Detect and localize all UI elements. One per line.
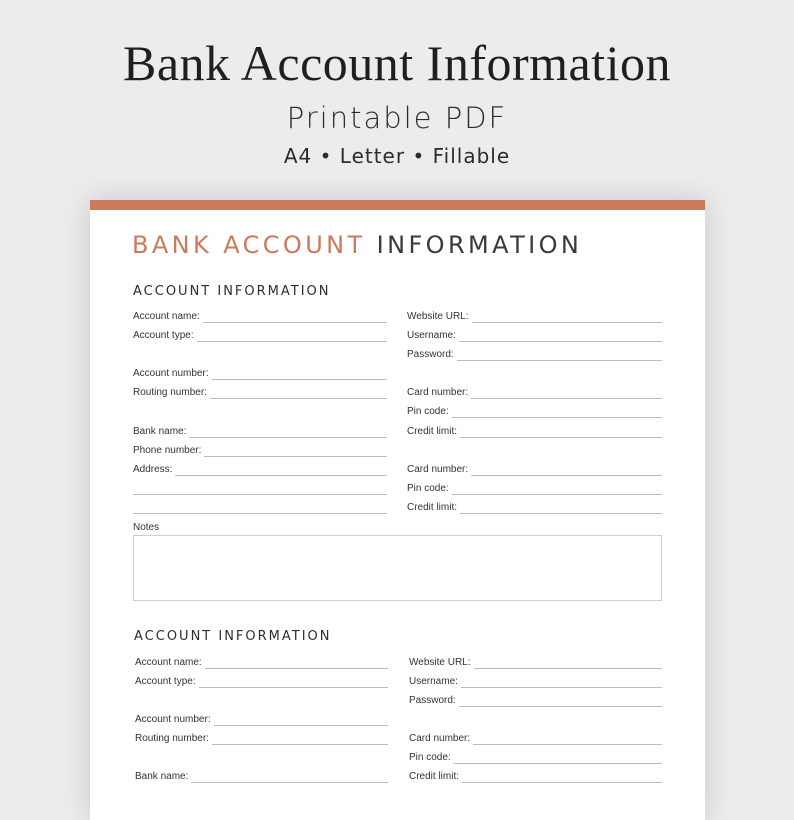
input-line[interactable]: [460, 425, 662, 438]
document-title-rest: INFORMATION: [376, 231, 583, 259]
credit-limit-field[interactable]: [409, 767, 662, 783]
field-label: Credit limit:: [409, 771, 460, 782]
main-title: Bank Account Information: [123, 35, 671, 91]
password-field[interactable]: [407, 345, 662, 361]
input-line[interactable]: [205, 656, 388, 669]
phone-number-field[interactable]: [133, 441, 387, 457]
field-label: Credit limit:: [407, 426, 458, 437]
field-label: Card number:: [407, 387, 469, 398]
input-line[interactable]: [210, 386, 387, 399]
field-label: Card number:: [409, 733, 471, 744]
username-field[interactable]: [407, 326, 662, 342]
account-type-field[interactable]: [135, 672, 388, 688]
pin-code-field-2[interactable]: [407, 479, 662, 495]
field-label: Phone number:: [133, 445, 202, 456]
formats-line: A4 • Letter • Fillable: [283, 144, 511, 168]
input-line[interactable]: [212, 367, 387, 380]
form-page: [90, 200, 705, 820]
account-number-field[interactable]: [133, 364, 387, 380]
input-line[interactable]: [212, 732, 388, 745]
website-url-field[interactable]: [407, 307, 662, 323]
notes-label: Notes: [133, 522, 160, 533]
field-label: Account number:: [135, 714, 211, 725]
card-number-field[interactable]: [409, 729, 662, 745]
input-line[interactable]: [189, 425, 387, 438]
field-label: Account number:: [133, 368, 209, 379]
input-line[interactable]: [457, 348, 662, 361]
account-name-field[interactable]: [133, 307, 387, 323]
address-line-2[interactable]: [133, 494, 387, 495]
card-number-field[interactable]: [407, 383, 662, 399]
document-title: [132, 230, 582, 260]
input-line[interactable]: [461, 675, 662, 688]
routing-number-field[interactable]: [133, 383, 387, 399]
address-line-3[interactable]: [133, 513, 387, 514]
field-label: Username:: [407, 330, 456, 341]
field-label: Pin code:: [407, 483, 449, 494]
username-field[interactable]: [409, 672, 662, 688]
card-number-field-2[interactable]: [407, 460, 662, 476]
field-label: Account name:: [135, 657, 202, 668]
input-line[interactable]: [197, 329, 387, 342]
bank-name-field[interactable]: [133, 422, 387, 438]
field-label: Bank name:: [135, 771, 189, 782]
account-name-field[interactable]: [135, 653, 388, 669]
credit-limit-field-2[interactable]: [407, 498, 662, 514]
notes-textarea[interactable]: [133, 535, 662, 601]
input-line[interactable]: [460, 501, 662, 514]
section-heading: ACCOUNT INFORMATION: [133, 284, 331, 299]
input-line[interactable]: [452, 405, 662, 418]
input-line[interactable]: [199, 675, 388, 688]
address-field[interactable]: [133, 460, 387, 476]
website-url-field[interactable]: [409, 653, 662, 669]
document-title-accent: BANK ACCOUNT: [132, 231, 366, 259]
field-label: Password:: [409, 695, 456, 706]
field-label: Account name:: [133, 311, 200, 322]
field-label: Website URL:: [409, 657, 471, 668]
input-line[interactable]: [452, 482, 662, 495]
input-line[interactable]: [203, 310, 387, 323]
password-field[interactable]: [409, 691, 662, 707]
input-line[interactable]: [459, 329, 662, 342]
input-line[interactable]: [204, 444, 387, 457]
field-label: Password:: [407, 349, 454, 360]
field-label: Username:: [409, 676, 458, 687]
field-label: Website URL:: [407, 311, 469, 322]
input-line[interactable]: [474, 656, 662, 669]
field-label: Routing number:: [133, 387, 207, 398]
field-label: Pin code:: [409, 752, 451, 763]
accent-bar: [90, 200, 705, 210]
input-line[interactable]: [191, 770, 388, 783]
pin-code-field[interactable]: [409, 748, 662, 764]
pin-code-field[interactable]: [407, 402, 662, 418]
field-label: Card number:: [407, 464, 469, 475]
field-label: Bank name:: [133, 426, 187, 437]
input-line[interactable]: [175, 463, 387, 476]
input-line[interactable]: [214, 713, 388, 726]
bank-name-field[interactable]: [135, 767, 388, 783]
field-label: Account type:: [135, 676, 196, 687]
routing-number-field[interactable]: [135, 729, 388, 745]
field-label: Address:: [133, 464, 173, 475]
input-line[interactable]: [462, 770, 662, 783]
input-line[interactable]: [459, 694, 662, 707]
section-heading: ACCOUNT INFORMATION: [134, 629, 332, 644]
field-label: Pin code:: [407, 406, 449, 417]
field-label: Credit limit:: [407, 502, 458, 513]
input-line[interactable]: [471, 463, 662, 476]
input-line[interactable]: [473, 732, 662, 745]
subtitle: Printable PDF: [286, 101, 508, 135]
account-type-field[interactable]: [133, 326, 387, 342]
field-label: Account type:: [133, 330, 194, 341]
input-line[interactable]: [472, 310, 662, 323]
input-line[interactable]: [471, 386, 662, 399]
field-label: Routing number:: [135, 733, 209, 744]
input-line[interactable]: [454, 751, 662, 764]
account-number-field[interactable]: [135, 710, 388, 726]
credit-limit-field[interactable]: [407, 422, 662, 438]
